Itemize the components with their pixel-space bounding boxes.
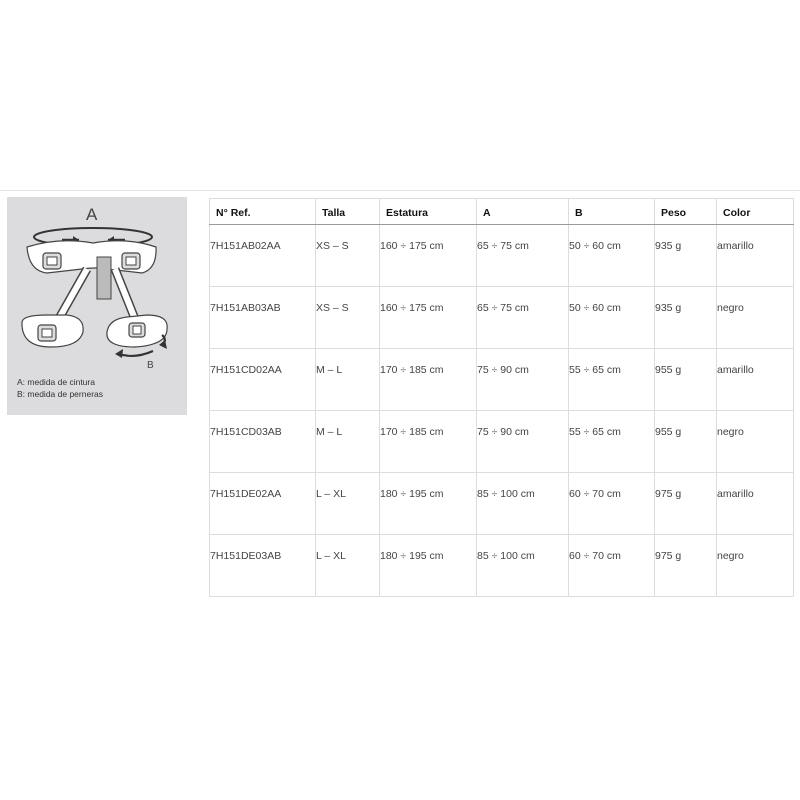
cell-color: negro (717, 287, 794, 349)
cell-estatura: 180 ÷ 195 cm (380, 473, 477, 535)
cell-talla: L – XL (316, 535, 380, 597)
leg-measure-arrow (119, 351, 153, 356)
cell-talla: M – L (316, 411, 380, 473)
cell-b: 60 ÷ 70 cm (569, 535, 655, 597)
cell-ref: 7H151CD02AA (210, 349, 316, 411)
cell-b: 55 ÷ 65 cm (569, 349, 655, 411)
cell-talla: L – XL (316, 473, 380, 535)
caption-b: B: medida de perneras (17, 389, 103, 399)
cell-estatura: 170 ÷ 185 cm (380, 349, 477, 411)
header-ref: N° Ref. (210, 199, 316, 225)
cell-a: 65 ÷ 75 cm (477, 225, 569, 287)
cell-estatura: 160 ÷ 175 cm (380, 225, 477, 287)
cell-b: 60 ÷ 70 cm (569, 473, 655, 535)
cell-a: 65 ÷ 75 cm (477, 287, 569, 349)
table-header-row (210, 199, 794, 225)
cell-talla: XS – S (316, 287, 380, 349)
cell-b: 55 ÷ 65 cm (569, 411, 655, 473)
cell-estatura: 180 ÷ 195 cm (380, 535, 477, 597)
header-estatura: Estatura (380, 199, 477, 225)
cell-peso: 975 g (655, 535, 717, 597)
cell-b: 50 ÷ 60 cm (569, 287, 655, 349)
header-color: Color (717, 199, 794, 225)
cell-a: 85 ÷ 100 cm (477, 473, 569, 535)
cell-estatura: 160 ÷ 175 cm (380, 287, 477, 349)
label-a: A (86, 205, 98, 224)
table-row (210, 349, 794, 411)
header-a: A (477, 199, 569, 225)
cell-color: amarillo (717, 473, 794, 535)
cell-peso: 955 g (655, 411, 717, 473)
cell-peso: 935 g (655, 225, 717, 287)
harness-size-figure (7, 197, 187, 415)
cell-a: 75 ÷ 90 cm (477, 349, 569, 411)
table-row (210, 411, 794, 473)
size-table (209, 198, 794, 597)
caption-a: A: medida de cintura (17, 377, 95, 387)
table-row (210, 473, 794, 535)
center-strap (97, 257, 111, 299)
cell-peso: 955 g (655, 349, 717, 411)
cell-ref: 7H151CD03AB (210, 411, 316, 473)
label-b: B (147, 360, 154, 371)
cell-a: 75 ÷ 90 cm (477, 411, 569, 473)
table-row (210, 225, 794, 287)
table-row (210, 535, 794, 597)
cell-color: negro (717, 535, 794, 597)
cell-talla: M – L (316, 349, 380, 411)
header-peso: Peso (655, 199, 717, 225)
cell-ref: 7H151AB02AA (210, 225, 316, 287)
cell-peso: 935 g (655, 287, 717, 349)
top-divider (0, 190, 800, 191)
cell-talla: XS – S (316, 225, 380, 287)
header-b: B (569, 199, 655, 225)
cell-ref: 7H151DE03AB (210, 535, 316, 597)
table-row (210, 287, 794, 349)
cell-estatura: 170 ÷ 185 cm (380, 411, 477, 473)
header-talla: Talla (316, 199, 380, 225)
cell-color: amarillo (717, 349, 794, 411)
cell-peso: 975 g (655, 473, 717, 535)
figure-caption (17, 376, 103, 400)
cell-a: 85 ÷ 100 cm (477, 535, 569, 597)
cell-color: amarillo (717, 225, 794, 287)
cell-color: negro (717, 411, 794, 473)
cell-ref: 7H151AB03AB (210, 287, 316, 349)
cell-b: 50 ÷ 60 cm (569, 225, 655, 287)
cell-ref: 7H151DE02AA (210, 473, 316, 535)
